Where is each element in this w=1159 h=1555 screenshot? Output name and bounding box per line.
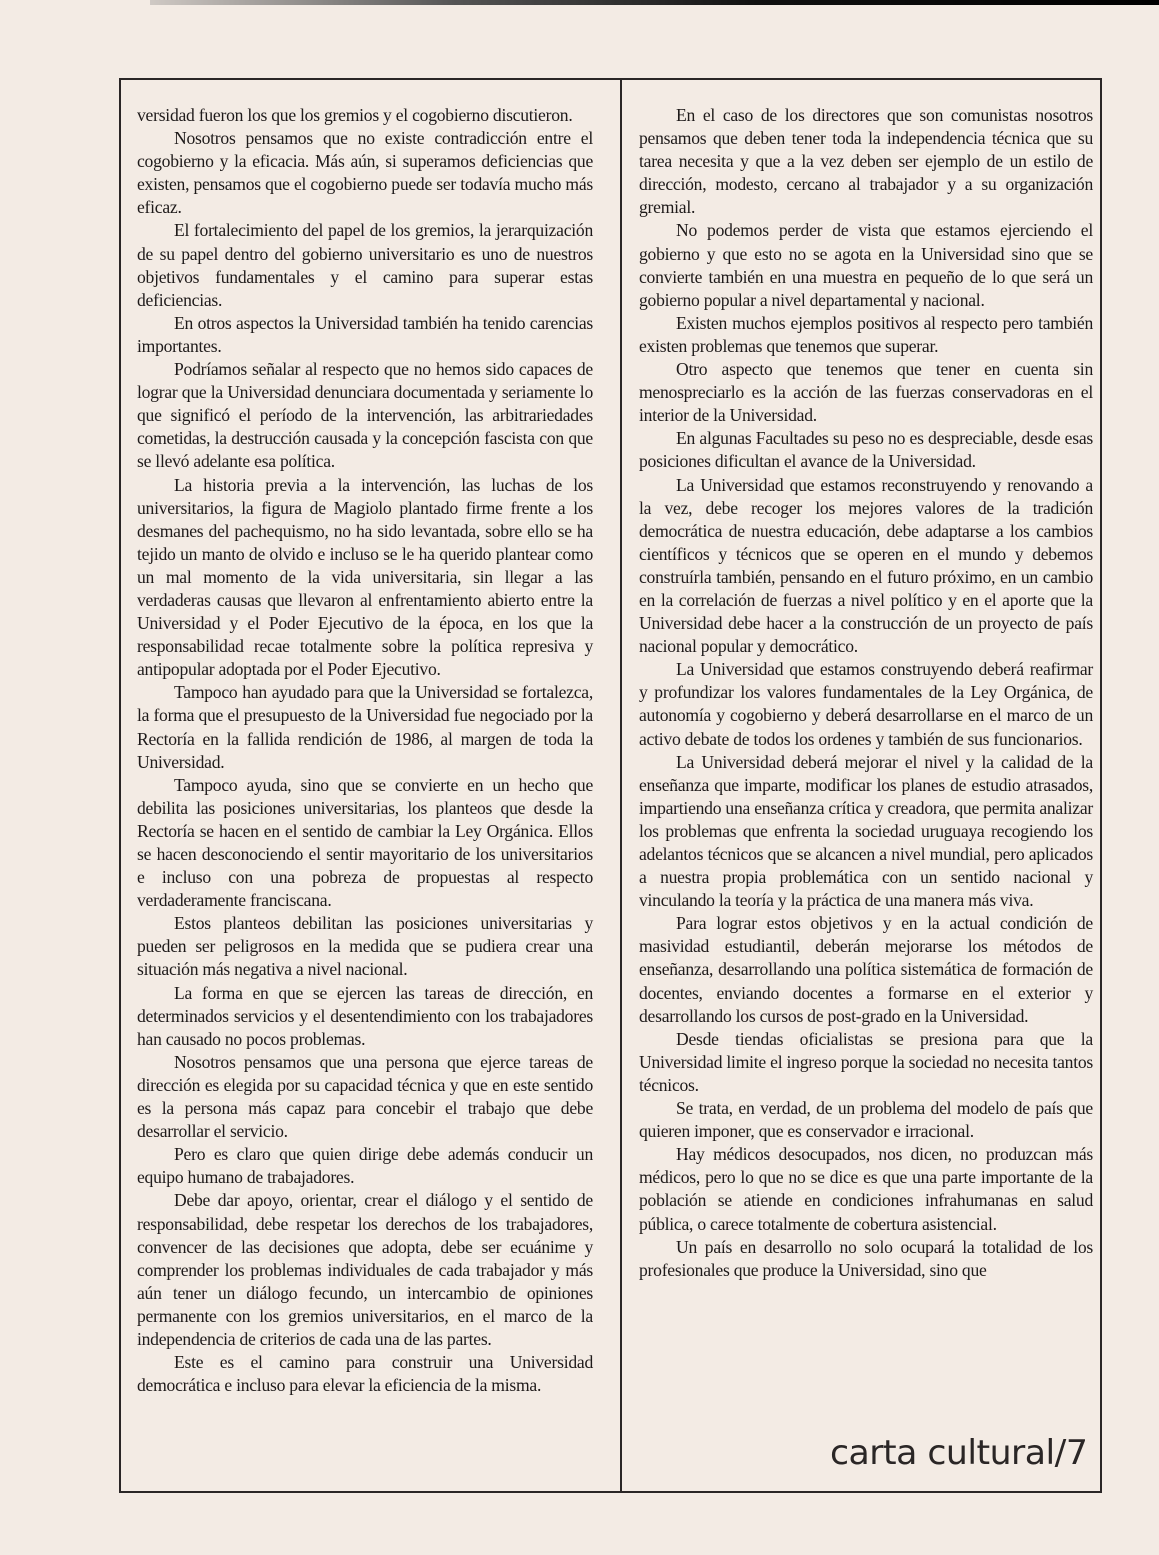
column-divider — [620, 78, 622, 1493]
paragraph: Podríamos señalar al respecto que no hemos sido capaces de lograr que la Universidad denunciara documentada y seriamente lo que significó el período de la intervención, las arbitrariedades cometidas, la destrucción causada y la concepción fascista con que se llevó adelante esa política. — [137, 359, 593, 472]
paragraph: Otro aspecto que tenemos que tener en cuenta sin menospreciarlo es la acción de las fuerzas conservadoras en el interior de la Universidad. — [639, 359, 1093, 426]
paragraph: Se trata, en verdad, de un problema del modelo de país que quieren imponer, que es conservador e irracional. — [639, 1098, 1093, 1142]
paragraph: El fortalecimiento del papel de los gremios, la jerarquización de su papel dentro del gobierno universitario es uno de nuestros objetivos fundamentales y el camino para superar estas deficiencias. — [137, 220, 593, 310]
paragraph: En el caso de los directores que son comunistas nosotros pensamos que deben tener toda la independencia técnica que su tarea necesita y que a la vez deben ser ejemplo de un estilo de dirección, modesto, cercano al trabajador y a su organización gremial. — [639, 105, 1093, 218]
page-folio: carta cultural/7 — [829, 1433, 1087, 1473]
paragraph: Pero es claro que quien dirige debe además conducir un equipo humano de trabajadores. — [137, 1144, 593, 1188]
paragraph: Existen muchos ejemplos positivos al respecto pero también existen problemas que tenemos que superar. — [639, 312, 1093, 356]
paragraph: Desde tiendas oficialistas se presiona para que la Universidad limite el ingreso porque la sociedad no necesita tantos técnicos. — [639, 1028, 1093, 1095]
paragraph: Tampoco han ayudado para que la Universidad se fortalezca, la forma que el presupuesto de la Universidad fue negociado por la Rectoría en la fallida rendición de 1986, al margen de toda la Universidad. — [137, 682, 593, 772]
paragraph: Este es el camino para construir una Universidad democrática e incluso para elevar la eficiencia de la misma. — [137, 1352, 593, 1396]
paragraph: Tampoco ayuda, sino que se convierte en un hecho que debilita las posiciones universitarias, los planteos que desde la Rectoría se hacen en el sentido de cambiar la Ley Orgánica. Ellos se hacen desconociendo el sentir mayoritario de los universitarios e incluso con una pobreza de propuestas al respecto verdaderamente franciscana. — [137, 774, 593, 911]
paragraph: La Universidad deberá mejorar el nivel y la calidad de la enseñanza que imparte, modificar los planes de estudio atrasados, impartiendo una enseñanza crítica y creadora, que permita analizar los problemas que enfrenta la sociedad uruguaya recogiendo los adelantos técnicos que se alcancen a nivel mundial, pero aplicados a nuestra propia problemática con un sentido nacional y vinculando la teoría y la práctica de una manera más viva. — [639, 751, 1093, 911]
paragraph: Estos planteos debilitan las posiciones universitarias y pueden ser peligrosos en la medida que se pudiera crear una situación más negativa a nivel nacional. — [137, 913, 593, 980]
paragraph: La forma en que se ejercen las tareas de dirección, en determinados servicios y el desentendimiento con los trabajadores han causado no pocos problemas. — [137, 982, 593, 1049]
paragraph: Nosotros pensamos que no existe contradicción entre el cogobierno y la eficacia. Más aún, si superamos deficiencias que existen, pensamos que el cogobierno puede ser todavía mucho más eficaz. — [137, 128, 593, 218]
paragraph: Nosotros pensamos que una persona que ejerce tareas de dirección es elegida por su capacidad técnica y que en este sentido es la persona más capaz para concebir el trabajo que debe desarrollar el servicio. — [137, 1051, 593, 1142]
paragraph: En otros aspectos la Universidad también ha tenido carencias importantes. — [137, 312, 593, 356]
paragraph: Hay médicos desocupados, nos dicen, no produzcan más médicos, pero lo que no se dice es que una parte importante de la población se atiende en condiciones infrahumanas en salud pública, o carece totalmente de cobertura asistencial. — [639, 1144, 1093, 1234]
right-column — [639, 104, 1093, 1282]
left-column — [137, 104, 593, 1397]
paragraph: La Universidad que estamos construyendo deberá reafirmar y profundizar los valores fundamentales de la Ley Orgánica, de autonomía y cogobierno y deberá desarrollarse en el marco de un activo debate de todos los ordenes y también de sus funcionarios. — [639, 659, 1093, 749]
paragraph: No podemos perder de vista que estamos ejerciendo el gobierno y que esto no se agota en la Universidad sino que se convierte también en una muestra en pequeño de lo que será un gobierno popular a nivel departamental y nacional. — [639, 220, 1093, 310]
paragraph: La historia previa a la intervención, las luchas de los universitarios, la figura de Magiolo plantado firme frente a los desmanes del pachequismo, no ha sido levantada, sobre ello se ha tejido un manto de olvido e incluso se le ha querido plantear como un mal momento de la vida universitaria, sin llegar a las verdaderas causas que llevaron al enfrentamiento abierto entre la Universidad y el Poder Ejecutivo de la época, en los que la responsabilidad recae totalmente sobre la política represiva y antipopular adoptada por el Poder Ejecutivo. — [137, 474, 593, 680]
page-edge-bar — [150, 0, 1159, 5]
paragraph: Para lograr estos objetivos y en la actual condición de masividad estudiantil, deberán mejorarse los métodos de enseñanza, desarrollando una política sistemática de formación de docentes, enviando docentes a formarse en el exterior y desarrollando los cursos de post-grado en la Universidad. — [639, 913, 1093, 1026]
paragraph: La Universidad que estamos reconstruyendo y renovando a la vez, debe recoger los mejores valores de la tradición democrática de nuestra educación, debe adaptarse a los cambios científicos y técnicos que se operen en el mundo y debemos construírla también, pensando en el futuro próximo, en un cambio en la correlación de fuerzas a nivel político y en el aporte que la Universidad debe hacer a la construcción de un proyecto de país nacional popular y democrático. — [639, 474, 1093, 657]
paragraph: Debe dar apoyo, orientar, crear el diálogo y el sentido de responsabilidad, debe respetar los derechos de los trabajadores, convencer de las decisiones que adopta, debe ser ecuánime y comprender los problemas individuales de cada trabajador y más aún tener un diálogo fecundo, un intercambio de opiniones permanente con los gremios universitarios, en el marco de la independencia de criterios de cada una de las partes. — [137, 1190, 593, 1349]
paragraph: versidad fueron los que los gremios y el cogobierno discutieron. — [137, 105, 573, 125]
paragraph: En algunas Facultades su peso no es despreciable, desde esas posiciones dificultan el avance de la Universidad. — [639, 428, 1093, 472]
paragraph: Un país en desarrollo no solo ocupará la totalidad de los profesionales que produce la Universidad, sino que — [639, 1236, 1093, 1280]
